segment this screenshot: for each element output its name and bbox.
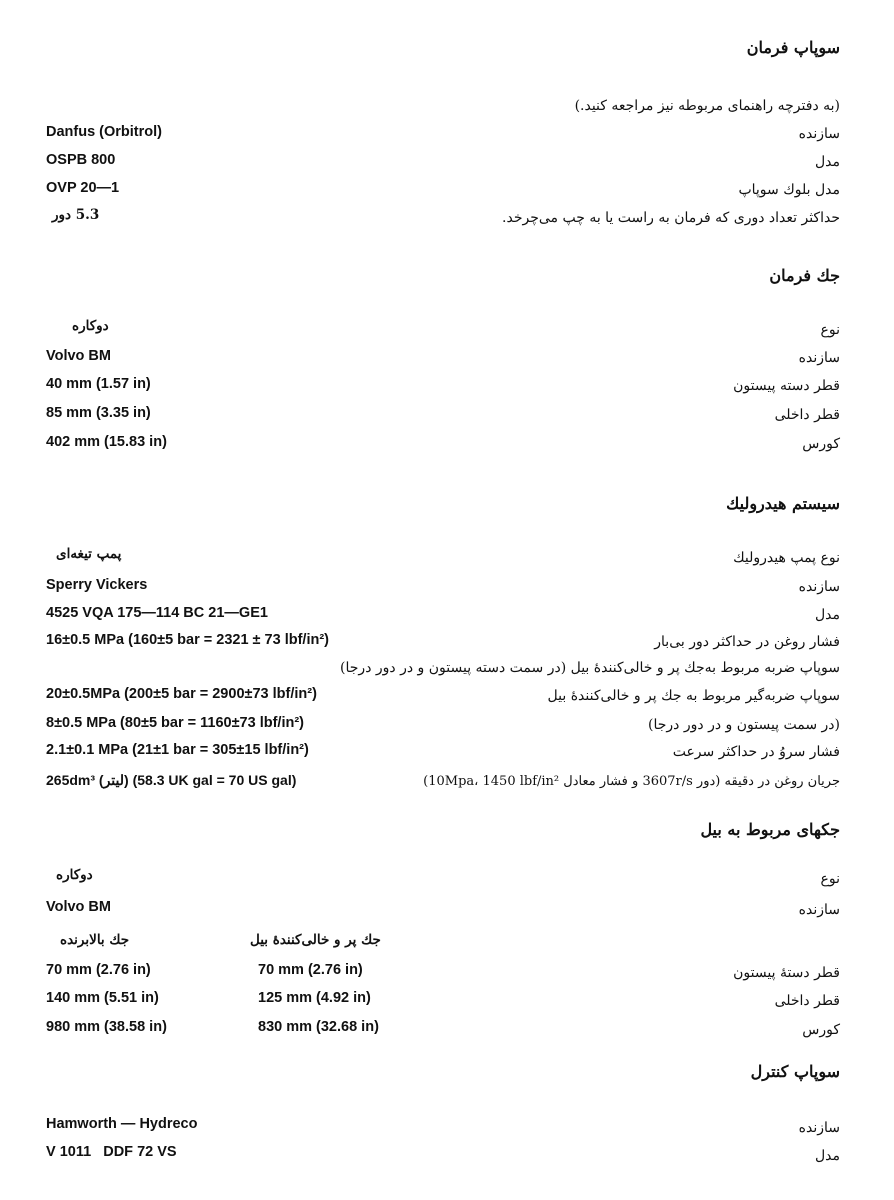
spec-label: (در سمت پیستون و در دور درجا) — [648, 717, 840, 733]
spec-value: Hamworth — Hydreco — [46, 1116, 198, 1132]
oil-flow-label: جریان روغن در دقیقه (دور 3607r/s و فشار معادل 10Mpa، 1450 lbf/in²) — [423, 774, 840, 789]
spec-label: نوع پمپ هیدرولیك — [733, 550, 840, 566]
oil-flow-row — [46, 773, 840, 788]
spec-label: مدل بلوك سوپاپ — [738, 182, 840, 198]
spec-value: Volvo BM — [46, 899, 111, 915]
spec-label: سازنده — [798, 126, 840, 142]
table-row-label: قطر دستهٔ پیستون — [733, 965, 840, 981]
spec-value: 402 mm (15.83 in) — [46, 434, 167, 450]
spec-label: سوپاپ ضربه مربوط به‌جك پر و خالی‌كنندهٔ بیل (در سمت دسته پیستون و در دور درجا) — [340, 660, 840, 676]
spec-label: مدل — [814, 154, 840, 170]
spec-value: V 1011 DDF 72 VS — [46, 1144, 177, 1160]
table-cell-lift: 980 mm (38.58 in) — [46, 1019, 167, 1035]
steering-valve-note: (به دفترچه راهنمای مربوطه نیز مراجعه کنید.) — [574, 98, 840, 114]
spec-label: حداكثر تعداد دوری كه فرمان به راست یا به چپ می‌چرخد. — [502, 210, 840, 226]
spec-value: OVP 20—1 — [46, 180, 120, 196]
table-cell-lift: 70 mm (2.76 in) — [46, 962, 151, 978]
table-cell-tilt: 830 mm (32.68 in) — [258, 1019, 379, 1035]
table-row-label: قطر داخلی — [774, 993, 840, 1009]
hydraulic-system-heading: سیستم هیدرولیك — [726, 494, 840, 513]
spec-value: دوكاره — [56, 867, 93, 883]
spec-label: سازنده — [798, 1120, 840, 1136]
spec-label: نوع — [820, 871, 840, 887]
col-header-lift-jack: جك بالابرنده — [60, 932, 130, 948]
table-row-label: كورس — [802, 1022, 840, 1038]
steering-jack-heading: جك فرمان — [769, 266, 840, 285]
table-cell-tilt: 125 mm (4.92 in) — [258, 990, 371, 1006]
spec-value: 4525 VQA 175—114 BC 21—GE1 — [46, 605, 268, 621]
table-cell-lift: 140 mm (5.51 in) — [46, 990, 159, 1006]
spec-value: Sperry Vickers — [46, 577, 148, 593]
spec-value: دوكاره — [72, 318, 109, 334]
spec-value: 16±0.5 MPa (160±5 bar = 2321 ± 73 lbf/in²) — [46, 632, 329, 648]
spec-label: مدل — [814, 607, 840, 623]
spec-label: قطر داخلی — [774, 407, 840, 423]
table-cell-tilt: 70 mm (2.76 in) — [258, 962, 363, 978]
spec-label: سازنده — [798, 579, 840, 595]
spec-value: پمپ تیغه‌ای — [56, 546, 122, 562]
spec-label: نوع — [820, 322, 840, 338]
col-header-tilt-jack: جك پر و خالی‌كنندهٔ بیل — [250, 932, 381, 948]
spec-label: سوپاپ ضربه‌گیر مربوط به جك پر و خالی‌كنندهٔ بیل — [547, 688, 840, 704]
spec-label: سازنده — [798, 902, 840, 918]
spec-value: Danfus (Orbitrol) — [46, 124, 162, 140]
spec-value: 8±0.5 MPa (80±5 bar = 1160±73 lbf/in²) — [46, 715, 305, 731]
spec-label: فشار روغن در حداكثر دور بی‌بار — [654, 634, 840, 650]
control-valve-heading: سوپاپ كنترل — [750, 1062, 840, 1081]
spec-value: 20±0.5MPa (200±5 bar = 2900±73 lbf/in²) — [46, 686, 317, 702]
spec-label: فشار سروُ در حداكثر سرعت — [672, 744, 840, 760]
spec-label: كورس — [802, 436, 840, 452]
spec-value: OSPB 800 — [46, 152, 116, 168]
steering-valve-heading: سوپاپ فرمان — [746, 38, 840, 57]
bucket-jacks-heading: جكهای مربوط به بیل — [700, 820, 840, 839]
spec-value: 40 mm (1.57 in) — [46, 376, 151, 392]
spec-label: مدل — [814, 1148, 840, 1164]
spec-label: سازنده — [798, 350, 840, 366]
spec-value: Volvo BM — [46, 348, 111, 364]
spec-value: 85 mm (3.35 in) — [46, 405, 151, 421]
oil-flow-value: 265dm³ (لیتر) (58.3 UK gal = 70 US gal) — [46, 772, 297, 788]
spec-value: 2.1±0.1 MPa (21±1 bar = 305±15 lbf/in²) — [46, 742, 309, 758]
spec-label: قطر دسته پیستون — [733, 378, 840, 394]
spec-value: 5.3 دور — [52, 207, 100, 223]
